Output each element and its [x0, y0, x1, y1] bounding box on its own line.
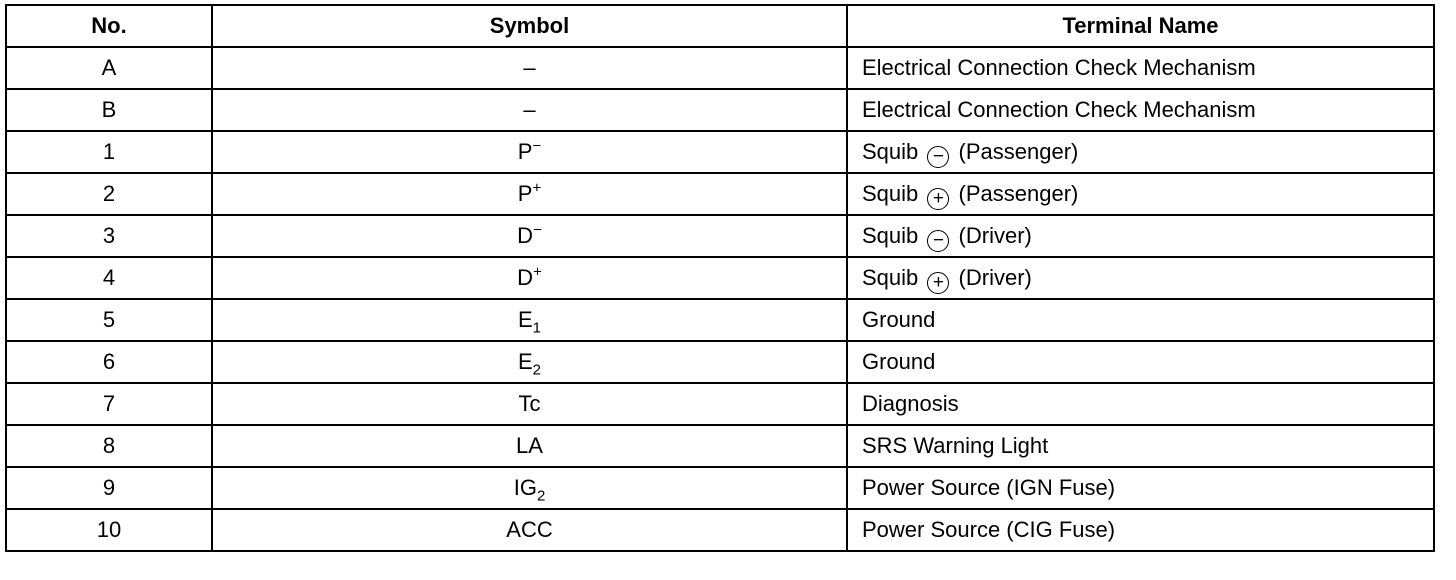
cell-no: 1: [6, 131, 212, 173]
symbol-base: P: [517, 139, 533, 164]
cell-terminal-name: Power Source (CIG Fuse): [847, 509, 1434, 551]
cell-symbol: LA: [212, 425, 847, 467]
header-terminal-name: Terminal Name: [847, 5, 1434, 47]
symbol-base: D: [517, 223, 534, 248]
cell-terminal-name: Electrical Connection Check Mechanism: [847, 47, 1434, 89]
cell-symbol: ACC: [212, 509, 847, 551]
table-row: [6, 257, 1434, 299]
cell-no: 2: [6, 173, 212, 215]
cell-symbol: [212, 173, 847, 215]
header-symbol: Symbol: [212, 5, 847, 47]
name-suffix: (Driver): [958, 223, 1032, 248]
symbol-subscript: 2: [532, 361, 542, 379]
cell-no: 7: [6, 383, 212, 425]
symbol-superscript: +: [532, 179, 542, 197]
cell-no: 10: [6, 509, 212, 551]
cell-terminal-name: [847, 257, 1434, 299]
cell-symbol: [212, 299, 847, 341]
cell-terminal-name: Electrical Connection Check Mechanism: [847, 89, 1434, 131]
table-row: [6, 47, 1434, 89]
cell-symbol: [212, 131, 847, 173]
cell-no: 5: [6, 299, 212, 341]
table-row: [6, 215, 1434, 257]
table-row: [6, 173, 1434, 215]
circled-minus-icon: −: [927, 230, 949, 252]
cell-terminal-name: [847, 131, 1434, 173]
cell-terminal-name: Diagnosis: [847, 383, 1434, 425]
cell-no: 3: [6, 215, 212, 257]
cell-no: 6: [6, 341, 212, 383]
name-prefix: Squib: [862, 265, 919, 290]
symbol-base: P: [517, 181, 533, 206]
cell-no: 8: [6, 425, 212, 467]
cell-no: B: [6, 89, 212, 131]
cell-terminal-name: SRS Warning Light: [847, 425, 1434, 467]
table-row: [6, 341, 1434, 383]
symbol-subscript: 1: [532, 319, 542, 337]
name-suffix: (Passenger): [958, 139, 1079, 164]
table-row: [6, 89, 1434, 131]
cell-symbol: [212, 215, 847, 257]
cell-terminal-name: Ground: [847, 299, 1434, 341]
circled-plus-icon: +: [927, 272, 949, 294]
name-prefix: Squib: [862, 139, 919, 164]
symbol-base: IG: [513, 475, 537, 500]
cell-symbol: –: [212, 47, 847, 89]
name-suffix: (Driver): [958, 265, 1032, 290]
cell-no: 9: [6, 467, 212, 509]
symbol-base: E: [517, 349, 533, 374]
table-row: [6, 509, 1434, 551]
symbol-subscript: 2: [536, 487, 546, 505]
symbol-superscript: +: [533, 263, 542, 281]
name-prefix: Squib: [862, 181, 919, 206]
terminal-table-container: [5, 4, 1433, 574]
symbol-base: D: [517, 265, 534, 290]
circled-minus-icon: −: [927, 146, 949, 168]
symbol-superscript: −: [532, 137, 542, 155]
table-header-row: [6, 5, 1434, 47]
cell-terminal-name: [847, 173, 1434, 215]
name-suffix: (Passenger): [958, 181, 1079, 206]
table-row: [6, 383, 1434, 425]
cell-terminal-name: Power Source (IGN Fuse): [847, 467, 1434, 509]
table-row: [6, 467, 1434, 509]
cell-terminal-name: [847, 215, 1434, 257]
terminal-table: [5, 4, 1435, 552]
cell-symbol: [212, 467, 847, 509]
name-prefix: Squib: [862, 223, 919, 248]
symbol-base: E: [517, 307, 533, 332]
cell-symbol: Tc: [212, 383, 847, 425]
table-row: [6, 131, 1434, 173]
symbol-superscript: −: [533, 221, 542, 239]
circled-plus-icon: +: [927, 188, 949, 210]
cell-symbol: [212, 257, 847, 299]
cell-terminal-name: Ground: [847, 341, 1434, 383]
table-row: [6, 425, 1434, 467]
table-row: [6, 299, 1434, 341]
cell-symbol: [212, 341, 847, 383]
cell-no: A: [6, 47, 212, 89]
header-no: No.: [6, 5, 212, 47]
cell-symbol: –: [212, 89, 847, 131]
cell-no: 4: [6, 257, 212, 299]
